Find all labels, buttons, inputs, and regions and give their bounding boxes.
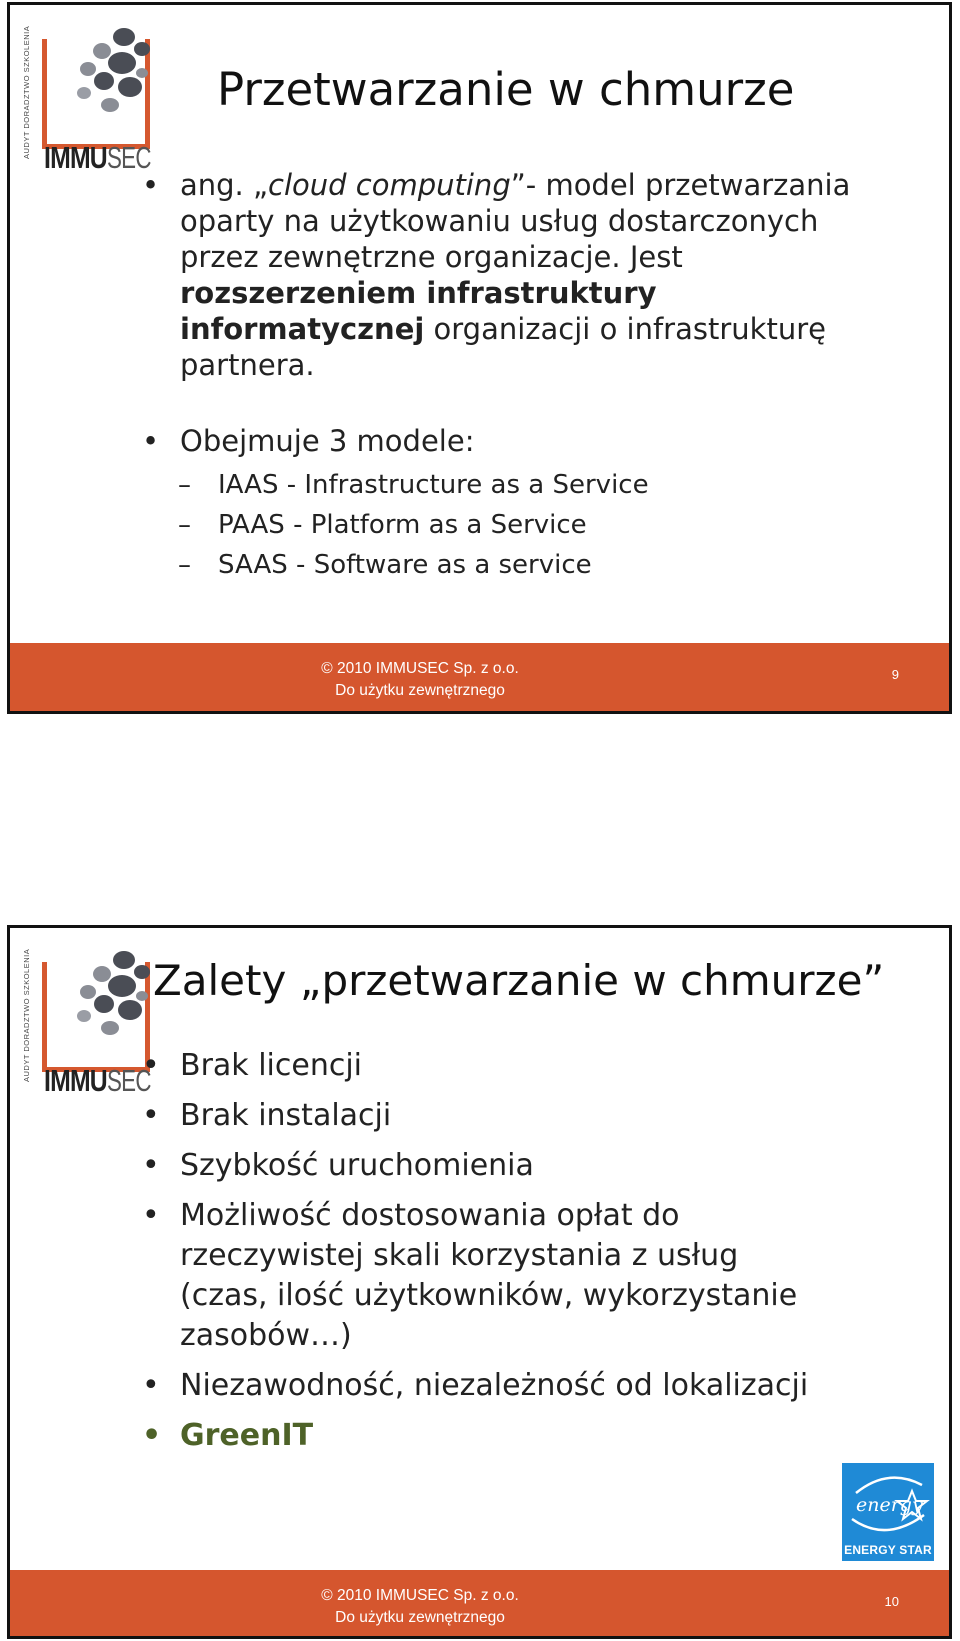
bullet-item: • Brak instalacji (135, 1096, 825, 1136)
slide-title: Zalety „przetwarzanie w chmurze” (153, 956, 885, 1005)
footer-copyright: © 2010 IMMUSEC Sp. z o.o. (321, 1587, 519, 1604)
bullet-item: • ang. „cloud computing”- model przetwarzania oparty na użytkowaniu usług dostarczonych przez zewnętrzne organizacje. Jest rozszerzeniem infrastruktury informatycznej organizacji o infrastrukturę partnera. (135, 167, 855, 383)
bullet-item-greenit: • GreenIT (135, 1416, 825, 1456)
page-number: 9 (891, 667, 899, 682)
immusec-logo (22, 19, 151, 175)
bullet-item: • Niezawodność, niezależność od lokalizacji (135, 1366, 825, 1406)
slide-footer (10, 643, 949, 711)
logo-tagline: AUDYT DORADZTWO SZKOLENIA (22, 25, 31, 159)
sub-item: – PAAS - Platform as a Service (180, 505, 855, 545)
bullet-item: • Obejmuje 3 modele: – IAAS - Infrastructure as a Service – PAAS - Platform as a Service – SAAS - Software as a service (135, 423, 855, 585)
bullet-list (135, 167, 855, 625)
energy-star-icon (842, 1463, 934, 1543)
slide-9 (7, 2, 952, 714)
logo-dots-icon (62, 21, 152, 121)
footer-note: Do użytku zewnętrznego (335, 1609, 505, 1626)
slide-footer (10, 1570, 949, 1636)
bullet-list (135, 1046, 825, 1466)
logo-tagline: AUDYT DORADZTWO SZKOLENIA (22, 948, 31, 1082)
page-number: 10 (884, 1594, 899, 1609)
slide-title: Przetwarzanie w chmurze (217, 63, 795, 116)
sub-item: – SAAS - Software as a service (180, 545, 855, 585)
bullet-item: • Możliwość dostosowania opłat do rzeczywistej skali korzystania z usług (czas, ilość użytkowników, wykorzystanie zasobów…) (135, 1196, 825, 1356)
energy-star-label: ENERGY STAR (844, 1543, 932, 1557)
bullet-item: • Brak licencji (135, 1046, 825, 1086)
logo-dots-icon (62, 944, 152, 1044)
sub-item: – IAAS - Infrastructure as a Service (180, 465, 855, 505)
svg-text:energy: energy (856, 1494, 923, 1516)
logo-wordmark: IMMU SEC (44, 1063, 151, 1098)
bullet-item: • Szybkość uruchomienia (135, 1146, 825, 1186)
sub-list (180, 465, 855, 585)
footer-copyright: © 2010 IMMUSEC Sp. z o.o. (321, 660, 519, 677)
immusec-logo (22, 942, 151, 1098)
energy-star-logo (841, 1462, 935, 1562)
logo-wordmark: IMMU SEC (44, 140, 151, 175)
footer-note: Do użytku zewnętrznego (335, 682, 505, 699)
slide-10 (7, 925, 952, 1639)
